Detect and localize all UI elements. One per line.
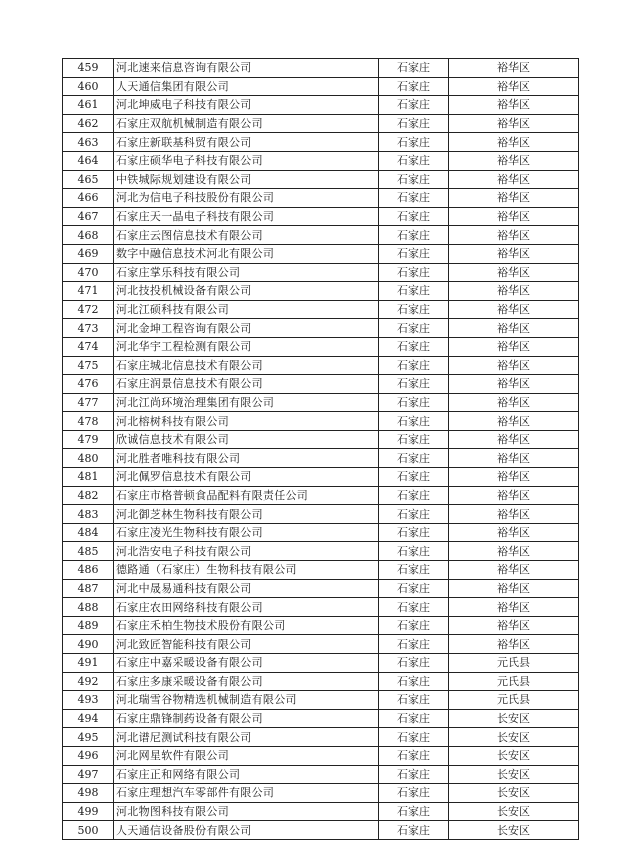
district-name: 裕华区	[449, 486, 579, 505]
company-name: 欣诚信息技术有限公司	[114, 430, 379, 449]
city-name: 石家庄	[379, 77, 449, 96]
table-row	[63, 635, 579, 654]
district-name: 裕华区	[449, 393, 579, 412]
company-name: 河北金坤工程咨询有限公司	[114, 319, 379, 338]
table-row	[63, 542, 579, 561]
table-row	[63, 821, 579, 840]
district-name: 裕华区	[449, 170, 579, 189]
row-number: 463	[63, 133, 114, 152]
row-number: 487	[63, 579, 114, 598]
table-row	[63, 319, 579, 338]
company-name: 人天通信集团有限公司	[114, 77, 379, 96]
city-name: 石家庄	[379, 189, 449, 208]
company-name: 石家庄新联基科贸有限公司	[114, 133, 379, 152]
city-name: 石家庄	[379, 263, 449, 282]
district-name: 裕华区	[449, 207, 579, 226]
company-name: 石家庄凌光生物科技有限公司	[114, 523, 379, 542]
row-number: 476	[63, 375, 114, 394]
district-name: 长安区	[449, 746, 579, 765]
district-name: 裕华区	[449, 77, 579, 96]
city-name: 石家庄	[379, 691, 449, 710]
company-name: 石家庄市格普顿食品配料有限责任公司	[114, 486, 379, 505]
city-name: 石家庄	[379, 151, 449, 170]
table-row	[63, 356, 579, 375]
city-name: 石家庄	[379, 784, 449, 803]
district-name: 元氏县	[449, 654, 579, 673]
company-name: 河北中晟易通科技有限公司	[114, 579, 379, 598]
row-number: 460	[63, 77, 114, 96]
company-name: 河北物图科技有限公司	[114, 802, 379, 821]
row-number: 496	[63, 746, 114, 765]
row-number: 488	[63, 598, 114, 617]
city-name: 石家庄	[379, 468, 449, 487]
city-name: 石家庄	[379, 616, 449, 635]
company-name: 石家庄多康采暖设备有限公司	[114, 672, 379, 691]
city-name: 石家庄	[379, 300, 449, 319]
table-row	[63, 523, 579, 542]
district-name: 裕华区	[449, 319, 579, 338]
table-row	[63, 765, 579, 784]
row-number: 469	[63, 244, 114, 263]
company-name: 河北瑞雪谷物精选机械制造有限公司	[114, 691, 379, 710]
company-name: 德路通（石家庄）生物科技有限公司	[114, 561, 379, 580]
company-name: 石家庄理想汽车零部件有限公司	[114, 784, 379, 803]
city-name: 石家庄	[379, 170, 449, 189]
district-name: 元氏县	[449, 672, 579, 691]
company-name: 石家庄正和网络有限公司	[114, 765, 379, 784]
city-name: 石家庄	[379, 356, 449, 375]
table-row	[63, 375, 579, 394]
row-number: 490	[63, 635, 114, 654]
row-number: 493	[63, 691, 114, 710]
row-number: 494	[63, 709, 114, 728]
table-row	[63, 412, 579, 431]
city-name: 石家庄	[379, 244, 449, 263]
city-name: 石家庄	[379, 133, 449, 152]
row-number: 491	[63, 654, 114, 673]
row-number: 480	[63, 449, 114, 468]
company-name: 石家庄农田网络科技有限公司	[114, 598, 379, 617]
district-name: 裕华区	[449, 114, 579, 133]
city-name: 石家庄	[379, 523, 449, 542]
row-number: 474	[63, 337, 114, 356]
city-name: 石家庄	[379, 226, 449, 245]
city-name: 石家庄	[379, 542, 449, 561]
company-name: 石家庄硕华电子科技有限公司	[114, 151, 379, 170]
district-name: 长安区	[449, 802, 579, 821]
row-number: 466	[63, 189, 114, 208]
table-row	[63, 189, 579, 208]
row-number: 475	[63, 356, 114, 375]
table-row	[63, 691, 579, 710]
district-name: 裕华区	[449, 133, 579, 152]
company-name: 石家庄润景信息技术有限公司	[114, 375, 379, 394]
table-row	[63, 263, 579, 282]
company-name: 河北技投机械设备有限公司	[114, 282, 379, 301]
city-name: 石家庄	[379, 96, 449, 115]
row-number: 497	[63, 765, 114, 784]
table-row	[63, 114, 579, 133]
company-name: 石家庄禾柏生物技术股份有限公司	[114, 616, 379, 635]
company-name: 河北榕树科技有限公司	[114, 412, 379, 431]
company-name: 石家庄天一晶电子科技有限公司	[114, 207, 379, 226]
city-name: 石家庄	[379, 412, 449, 431]
company-name: 人天通信设备股份有限公司	[114, 821, 379, 840]
district-name: 长安区	[449, 821, 579, 840]
district-name: 裕华区	[449, 300, 579, 319]
city-name: 石家庄	[379, 654, 449, 673]
city-name: 石家庄	[379, 635, 449, 654]
table-row	[63, 672, 579, 691]
district-name: 长安区	[449, 728, 579, 747]
row-number: 481	[63, 468, 114, 487]
row-number: 477	[63, 393, 114, 412]
company-name: 石家庄中嘉采暖设备有限公司	[114, 654, 379, 673]
table-row	[63, 579, 579, 598]
table-row	[63, 96, 579, 115]
district-name: 元氏县	[449, 691, 579, 710]
district-name: 裕华区	[449, 337, 579, 356]
table-row	[63, 449, 579, 468]
row-number: 459	[63, 59, 114, 78]
row-number: 499	[63, 802, 114, 821]
table-row	[63, 728, 579, 747]
district-name: 长安区	[449, 784, 579, 803]
city-name: 石家庄	[379, 598, 449, 617]
table-row	[63, 337, 579, 356]
district-name: 裕华区	[449, 449, 579, 468]
city-name: 石家庄	[379, 430, 449, 449]
table-row	[63, 300, 579, 319]
row-number: 495	[63, 728, 114, 747]
row-number: 484	[63, 523, 114, 542]
row-number: 464	[63, 151, 114, 170]
district-name: 裕华区	[449, 616, 579, 635]
city-name: 石家庄	[379, 486, 449, 505]
company-name: 石家庄云图信息技术有限公司	[114, 226, 379, 245]
table-row	[63, 430, 579, 449]
city-name: 石家庄	[379, 709, 449, 728]
company-name: 河北浩安电子科技有限公司	[114, 542, 379, 561]
row-number: 489	[63, 616, 114, 635]
city-name: 石家庄	[379, 337, 449, 356]
row-number: 462	[63, 114, 114, 133]
city-name: 石家庄	[379, 449, 449, 468]
district-name: 长安区	[449, 709, 579, 728]
district-name: 裕华区	[449, 412, 579, 431]
company-name: 数字中融信息技术河北有限公司	[114, 244, 379, 263]
district-name: 裕华区	[449, 561, 579, 580]
company-name: 河北坤威电子科技有限公司	[114, 96, 379, 115]
district-name: 裕华区	[449, 542, 579, 561]
district-name: 裕华区	[449, 59, 579, 78]
company-name: 石家庄鼎锋制药设备有限公司	[114, 709, 379, 728]
row-number: 478	[63, 412, 114, 431]
company-name: 石家庄掌乐科技有限公司	[114, 263, 379, 282]
row-number: 483	[63, 505, 114, 524]
city-name: 石家庄	[379, 672, 449, 691]
row-number: 471	[63, 282, 114, 301]
table-row	[63, 802, 579, 821]
row-number: 468	[63, 226, 114, 245]
city-name: 石家庄	[379, 393, 449, 412]
district-name: 裕华区	[449, 226, 579, 245]
row-number: 470	[63, 263, 114, 282]
city-name: 石家庄	[379, 319, 449, 338]
row-number: 485	[63, 542, 114, 561]
company-name: 河北谱尼测试科技有限公司	[114, 728, 379, 747]
company-name: 河北网星软件有限公司	[114, 746, 379, 765]
table-row	[63, 393, 579, 412]
district-name: 裕华区	[449, 356, 579, 375]
district-name: 裕华区	[449, 96, 579, 115]
district-name: 裕华区	[449, 523, 579, 542]
company-name: 河北佩罗信息技术有限公司	[114, 468, 379, 487]
company-name: 河北华宇工程检测有限公司	[114, 337, 379, 356]
table-row	[63, 709, 579, 728]
table-row	[63, 226, 579, 245]
district-name: 裕华区	[449, 151, 579, 170]
city-name: 石家庄	[379, 375, 449, 394]
row-number: 482	[63, 486, 114, 505]
district-name: 裕华区	[449, 189, 579, 208]
table-row	[63, 486, 579, 505]
company-name: 河北胜者唯科技有限公司	[114, 449, 379, 468]
city-name: 石家庄	[379, 802, 449, 821]
district-name: 长安区	[449, 765, 579, 784]
table-row	[63, 77, 579, 96]
table-row	[63, 598, 579, 617]
row-number: 486	[63, 561, 114, 580]
table-row	[63, 207, 579, 226]
district-name: 裕华区	[449, 430, 579, 449]
row-number: 461	[63, 96, 114, 115]
city-name: 石家庄	[379, 728, 449, 747]
city-name: 石家庄	[379, 746, 449, 765]
district-name: 裕华区	[449, 282, 579, 301]
company-name: 中铁城际规划建设有限公司	[114, 170, 379, 189]
district-name: 裕华区	[449, 244, 579, 263]
table-row	[63, 59, 579, 78]
company-name: 河北江尚环境治理集团有限公司	[114, 393, 379, 412]
table-row	[63, 133, 579, 152]
city-name: 石家庄	[379, 821, 449, 840]
district-name: 裕华区	[449, 263, 579, 282]
row-number: 467	[63, 207, 114, 226]
table-body	[63, 59, 579, 840]
company-name: 石家庄双航机械制造有限公司	[114, 114, 379, 133]
table-row	[63, 746, 579, 765]
table-row	[63, 505, 579, 524]
row-number: 473	[63, 319, 114, 338]
city-name: 石家庄	[379, 207, 449, 226]
city-name: 石家庄	[379, 561, 449, 580]
district-name: 裕华区	[449, 505, 579, 524]
city-name: 石家庄	[379, 765, 449, 784]
table-row	[63, 151, 579, 170]
table-row	[63, 561, 579, 580]
city-name: 石家庄	[379, 282, 449, 301]
table-row	[63, 170, 579, 189]
district-name: 裕华区	[449, 579, 579, 598]
district-name: 裕华区	[449, 598, 579, 617]
company-name: 河北速来信息咨询有限公司	[114, 59, 379, 78]
company-list-table	[62, 58, 579, 840]
table-row	[63, 616, 579, 635]
company-name: 河北御芝林生物科技有限公司	[114, 505, 379, 524]
table-row	[63, 468, 579, 487]
row-number: 498	[63, 784, 114, 803]
table-row	[63, 244, 579, 263]
table-row	[63, 784, 579, 803]
row-number: 472	[63, 300, 114, 319]
district-name: 裕华区	[449, 375, 579, 394]
company-name: 河北江硕科技有限公司	[114, 300, 379, 319]
row-number: 479	[63, 430, 114, 449]
table-row	[63, 282, 579, 301]
city-name: 石家庄	[379, 114, 449, 133]
district-name: 裕华区	[449, 635, 579, 654]
district-name: 裕华区	[449, 468, 579, 487]
table-row	[63, 654, 579, 673]
row-number: 492	[63, 672, 114, 691]
company-name: 石家庄城北信息技术有限公司	[114, 356, 379, 375]
city-name: 石家庄	[379, 505, 449, 524]
company-name: 河北致匠智能科技有限公司	[114, 635, 379, 654]
company-name: 河北为信电子科技股份有限公司	[114, 189, 379, 208]
city-name: 石家庄	[379, 59, 449, 78]
row-number: 465	[63, 170, 114, 189]
city-name: 石家庄	[379, 579, 449, 598]
row-number: 500	[63, 821, 114, 840]
